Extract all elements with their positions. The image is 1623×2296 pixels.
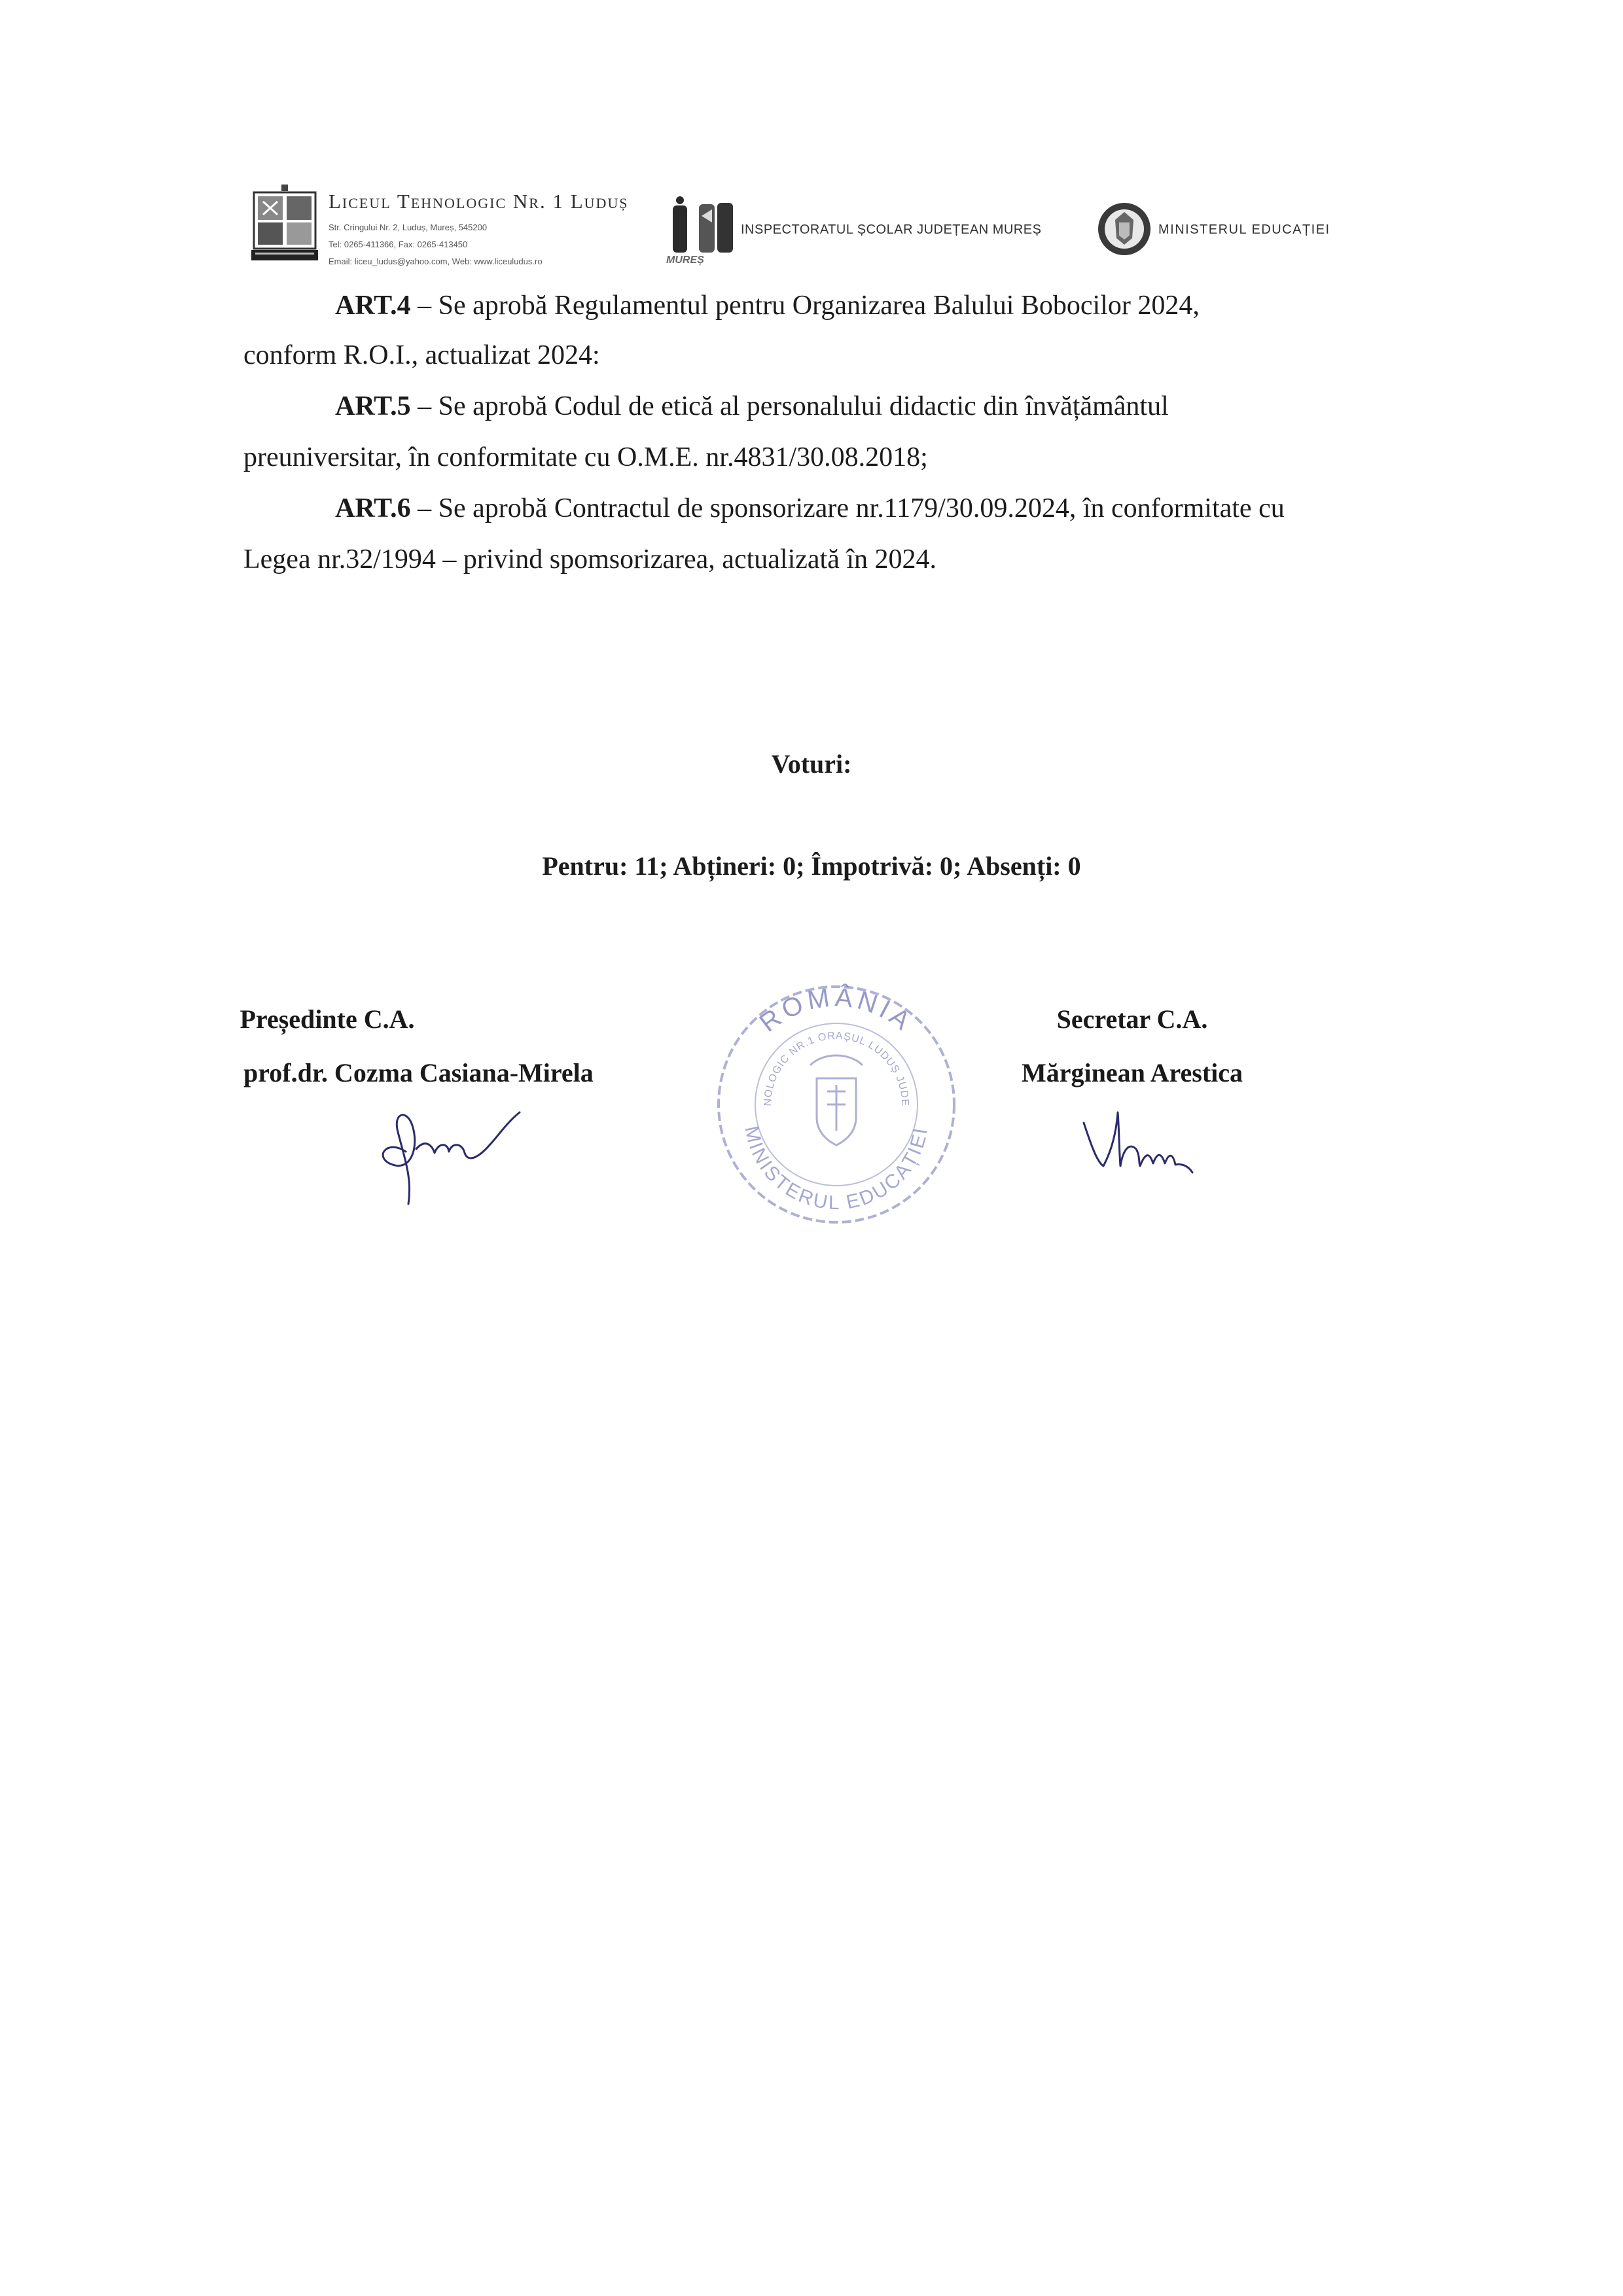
isj-logo-text: MUREȘ (666, 255, 704, 266)
secretary-title: Secretar C.A. (1056, 1004, 1208, 1034)
school-crest-logo (250, 182, 319, 267)
article-4-line-2: conform R.O.I., actualizat 2024: (243, 340, 600, 370)
stamp-text-inner: NOLOGIC NR.1 ORAȘUL LUDUȘ JUDE (762, 1030, 911, 1107)
school-address: Str. Cringului Nr. 2, Luduș, Mureș, 545200 (329, 222, 488, 232)
institution-stamp (699, 967, 974, 1242)
school-contact: Email: liceu_ludus@yahoo.com, Web: www.liceuludus.ro (329, 256, 543, 266)
votes-result: Pentru: 11; Abțineri: 0; Împotrivă: 0; Absenți: 0 (542, 851, 1081, 881)
article-4-text: – Se aprobă Regulamentul pentru Organizarea Balului Bobocilor 2024, (410, 291, 1200, 321)
ministry-emblem (1097, 199, 1152, 259)
article-6-line-1 (335, 495, 1285, 522)
article-6-line-2: Legea nr.32/1994 – privind spomsorizarea, actualizată în 2024. (243, 544, 937, 574)
article-6-text: – Se aprobă Contractul de sponsorizare nr.1179/30.09.2024, în conformitate cu (410, 493, 1285, 523)
secretary-name: Mărginean Arestica (1021, 1058, 1243, 1087)
president-name: prof.dr. Cozma Casiana-Mirela (243, 1058, 594, 1087)
school-name: Liceul Tehnologic Nr. 1 Luduș (329, 190, 629, 213)
article-5-line-1 (335, 393, 1169, 420)
article-5-text: – Se aprobă Codul de etică al personalului didactic din învățământul (410, 391, 1169, 421)
stamp-text-top: ROMÂNIA (754, 983, 919, 1038)
stamp-text-bottom: MINISTERUL EDUCAȚIEI (740, 1123, 933, 1214)
isj-name: INSPECTORATUL ȘCOLAR JUDEȚEAN MUREȘ (741, 222, 1042, 237)
article-5-line-2: preuniversitar, în conformitate cu O.M.E. nr.4831/30.08.2018; (243, 442, 928, 472)
secretary-signature (1084, 1112, 1192, 1173)
article-5-label: ART.5 (335, 391, 411, 421)
votes-heading: Voturi: (771, 749, 852, 779)
svg-text:ROMÂNIA (755, 982, 919, 1038)
isj-logo (662, 196, 740, 267)
svg-text:LICEUL TEHNOLOGIC NR.1 ORAȘUL (699, 967, 910, 1106)
article-6-label: ART.6 (335, 493, 411, 523)
ministry-name: MINISTERUL EDUCAȚIEI (1158, 222, 1330, 237)
president-signature (366, 1086, 537, 1210)
school-phone: Tel: 0265-411366, Fax: 0265-413450 (329, 239, 468, 249)
president-title: Președinte C.A. (240, 1004, 415, 1034)
article-4-label: ART.4 (335, 291, 411, 321)
article-4-line-1 (335, 292, 1200, 319)
